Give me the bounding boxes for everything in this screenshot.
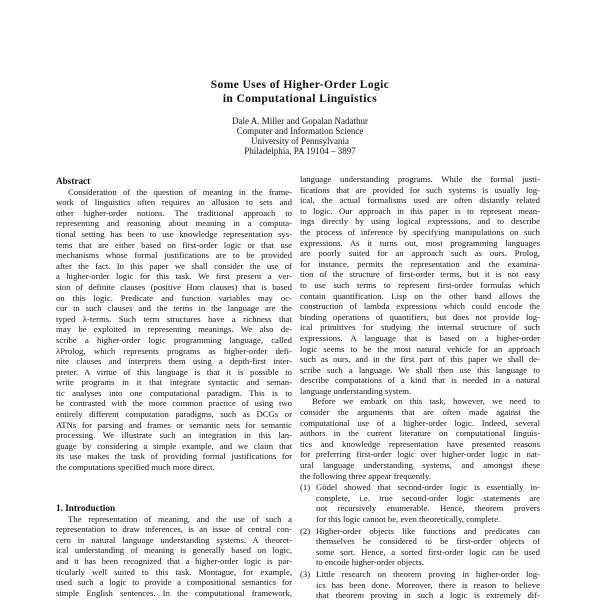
text-line: to use such terms to represent first-order formulas which [300,279,540,290]
text-line: not recursively enumerable. Hence, theorem provers [316,503,540,514]
text-line: the following three appear frequently. [300,470,431,481]
text-line: computational use of a higher-order logic. Indeed, several [300,417,540,428]
text-line: be contrasted with the more common practice of using two [56,398,292,409]
text-line: its use makes the task of providing formal justifications for [56,451,292,462]
text-line: representation to draw inferences, is an issue of central con- [56,524,292,535]
text-line: cur in such clauses and the terms in the language are the [56,303,292,314]
list-item [300,526,540,568]
text-line: Little research on theorem proving in higher-order log- [316,568,540,579]
text-line: scribe a higher-order logic programming language, called [56,334,292,345]
text-line: contain quantification. Lisp on the other hand allows the [300,290,540,301]
paper-title-line-2: in Computational Linguistics [222,93,378,105]
text-line: such as ours, and in the first part of this paper we shall de- [300,354,540,365]
text-line: scribe such a language. We shall then use this language to [300,364,540,375]
text-line: mechanisms whose formal justifications are to be provided [56,250,292,261]
text-line: entirely different computation paradigms, such as DCGs or [56,409,292,420]
text-line: after the fact. In this paper we shall consider the use of [56,260,292,271]
text-line: some sort. Hence, a sorted first-order logic can be used [316,546,540,557]
text-line: expressions. A language that is based on a higher-order [300,332,540,343]
text-line: fications that are provided for such systems is usually log- [300,184,540,195]
list-item-body [316,569,540,601]
text-line: simple English sentences. In the computational framework, [56,587,292,598]
text-line: nite clauses and interprets them using a depth-first inter- [56,356,292,367]
text-line: language understanding system. [300,385,412,396]
text-line: ticularly well suited to this task. Montague, for example, [56,566,292,577]
text-line: ical, the actual formalisms used are often distantly related [300,195,540,206]
text-line: are poorly suited for an approach such as ours. Prolog, [300,248,540,259]
text-line: describe computations of a kind that is needed in a natural [300,375,540,386]
text-line: and it has been recognized that a higher-order logic is par- [56,555,292,566]
text-line: other higher-order notions. The traditional approach to [56,207,292,218]
text-line: tic analyses into one computational paradigm. This is to [56,387,292,398]
text-line: construction of lambda expressions which could encode the [300,301,540,312]
text-line: processing. We illustrate such an integration in this lan- [56,430,292,441]
text-line: ings directly by using logical expressions, and to describe [300,216,540,227]
text-line: themselves be considered to be first-order objects of [316,536,540,547]
text-line: used such a logic to provide a compositional semantics for [56,577,292,588]
text-line: to encode higher-order objects. [316,557,424,568]
list-item-body [316,482,540,524]
text-line: the process of inference by specifying manipulations on such [300,226,540,237]
text-line: guage by considering a simple example, and we claim that [56,440,292,451]
text-line: on this logic. Predicate and function variables may oc- [56,292,292,303]
list-item [300,569,540,601]
list-item-number: (3) [300,568,311,579]
text-line: Gödel showed that second-order logic is essentially in- [316,482,540,493]
authors: Dale A. Miller and Gopalan Nadathur [232,116,368,126]
text-line: λProlog, which represents programs as higher-order defi- [56,345,292,356]
text-line: sion of definite clauses (positive Horn clauses) that is based [56,281,292,292]
left-column [56,176,292,473]
introduction-body [56,514,292,599]
list-item-number: (2) [300,525,311,536]
text-line: ural language understanding systems, and amongst these [300,460,540,471]
text-line: ical primitives for studying the internal structure of such [300,322,540,333]
text-line: the computations specified much more direct. [56,462,215,473]
text-line: for instance, permits the representation and the examina- [300,258,540,269]
text-line: may be exploited in representing meanings. We also de- [56,324,292,335]
text-line: tion of the structure of first-order terms, but it is not easy [300,269,540,280]
abstract-heading: Abstract [56,176,91,186]
list-item [300,482,540,524]
text-line: The representation of meaning, and the use of such a [68,513,292,524]
abstract-body [56,187,292,473]
text-line: a higher-order logic for this task. We first present a ver- [56,271,292,282]
text-line: authors in the current literature on computational linguis- [300,428,540,439]
text-line: work of linguistics often requires an allusion to sets and [56,197,292,208]
introduction-heading: 1. Introduction [56,503,116,513]
text-line: tems that are either based on first-order logic or that use [56,239,292,250]
text-line: Higher-order objects like functions and predicates can [316,525,540,536]
text-line: cern in natural language understanding systems. A theoret- [56,534,292,545]
affiliation-department: Computer and Information Science [236,126,364,136]
introduction-section [56,503,292,598]
list-item-number: (1) [300,482,311,493]
text-line: that theorem proving in such a logic is extremely dif- [316,590,540,601]
text-line: ical understanding of meaning is generally based on logic, [56,545,292,556]
text-line: tics and knowledge representation have presented reasons [300,438,540,449]
text-line: typed λ-terms. Such term structures have a richness that [56,313,292,324]
right-paragraph-2 [300,396,540,481]
text-line: Before we embark on this task, however, we need to [312,396,540,407]
text-line: to logic. Our approach in this paper is to represent mean- [300,205,540,216]
right-column [300,174,540,601]
text-line: binding operations of quantifiers, but does not provide log- [300,311,540,322]
text-line: ics has been done. Moreover, there is reason to believe [316,579,540,590]
paper-title-line-1: Some Uses of Higher-Order Logic [210,79,390,91]
text-line: representing and reasoning about meaning in a computa- [56,218,292,229]
text-line: tional setting has been to use knowledge representation sys- [56,228,292,239]
text-line: for preferring first-order logic over higher-order logic in nat- [300,449,540,460]
text-line: language understanding programs. While the formal justi- [300,174,540,184]
affiliation-university: University of Pennsylvania [251,136,349,146]
text-line: write programs in it that integrate syntactic and seman- [56,377,292,388]
text-line: preter. A virtue of this language is that it is possible to [56,366,292,377]
text-line: logic seems to be the most natural vehicle for an approach [300,343,540,354]
text-line: ATNs for parsing and frames or semantic nets for semantic [56,419,292,430]
text-line: for this logic cannot be, even theoretically, complete. [316,514,501,524]
text-line: consider the arguments that are often made against the [300,407,540,418]
objection-list [300,482,540,601]
text-line: complete, i.e. true second-order logic statements are [316,492,540,503]
text-line: Consideration of the question of meaning in the frame- [68,186,292,197]
list-item-body [316,526,540,568]
right-paragraph-1 [300,174,540,396]
text-line: expressions. As it turns out, most programming languages [300,237,540,248]
affiliation-address: Philadelphia, PA 19104 – 3897 [244,146,356,156]
